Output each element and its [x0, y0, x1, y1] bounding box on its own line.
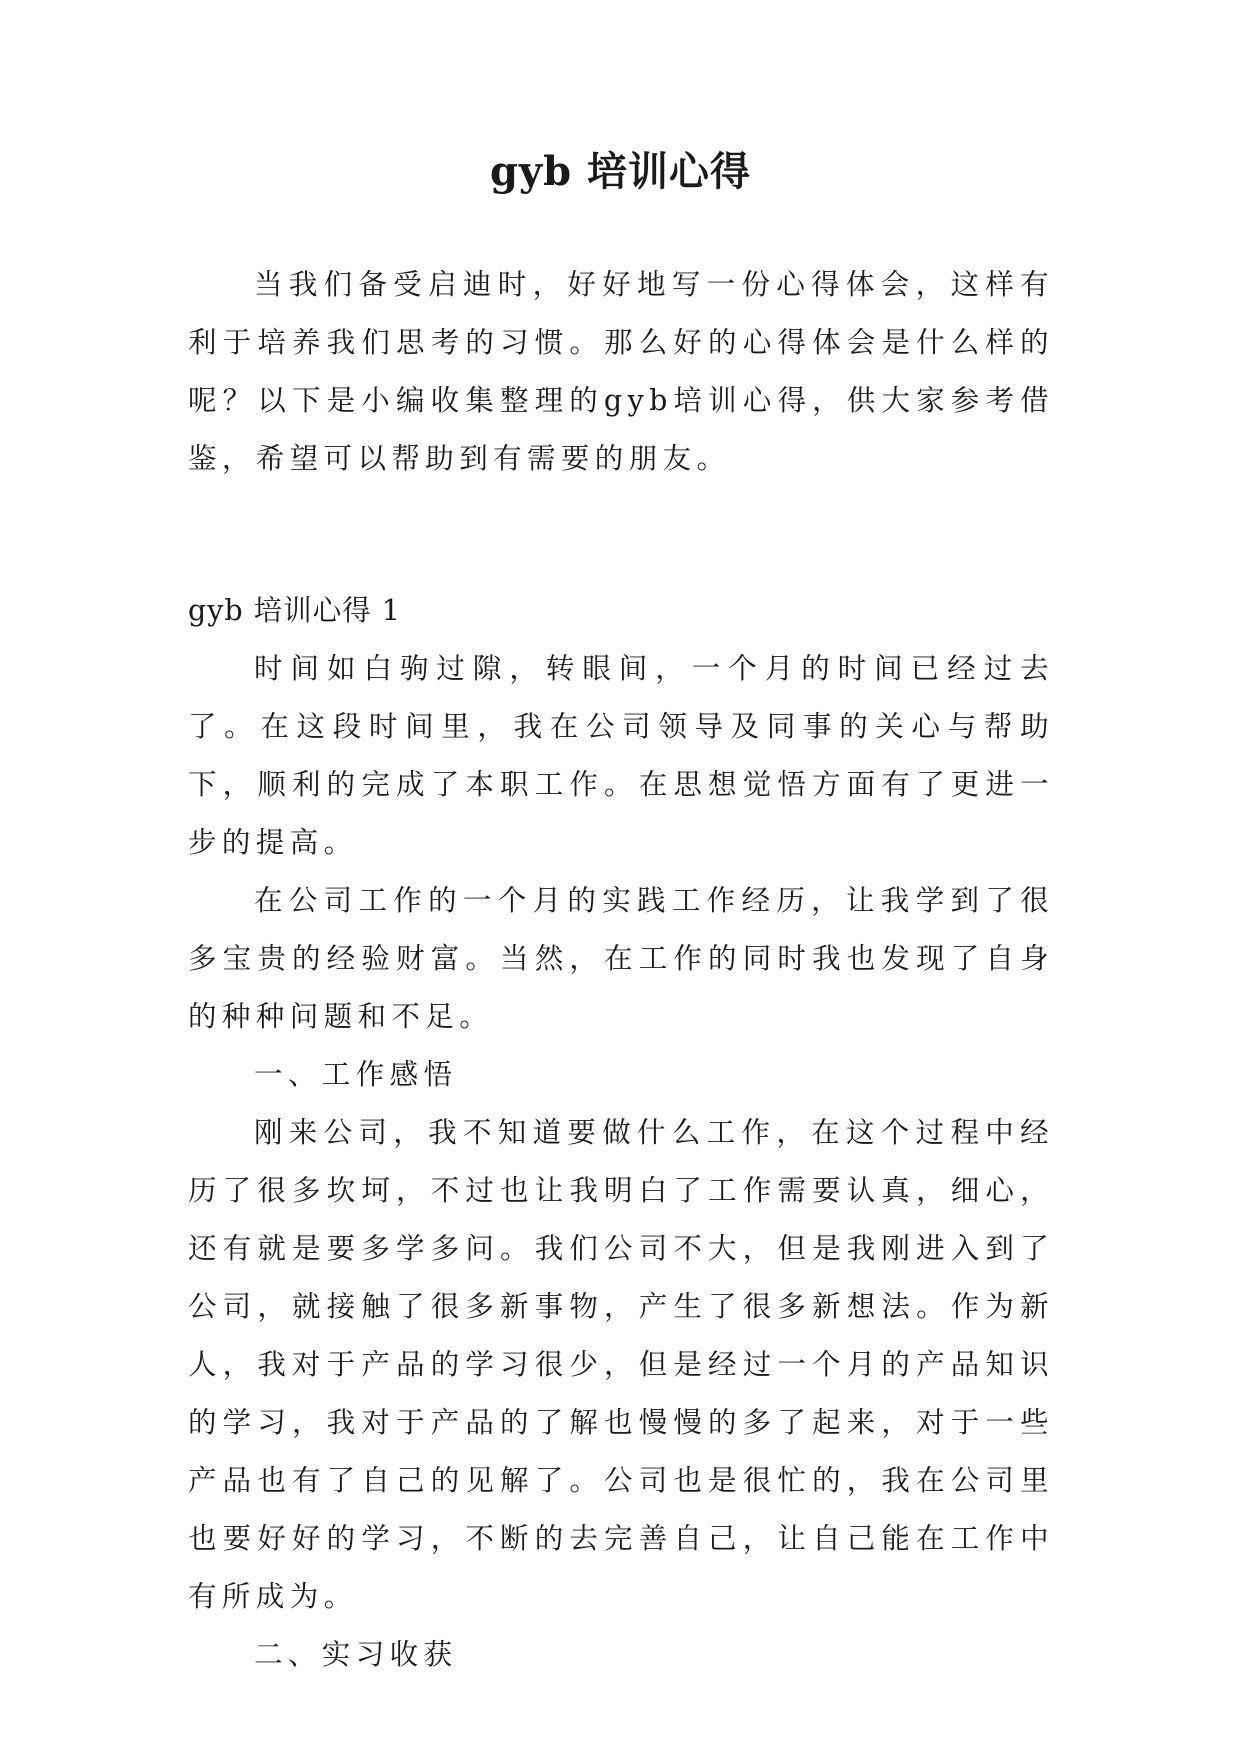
subheading: 二、实习收获: [254, 1638, 458, 1671]
main-block: [188, 582, 1054, 1684]
document-title: gyb 培训心得: [489, 148, 752, 195]
intro-paragraph: 当我们备受启迪时，好好地写一份心得体会，这样有利于培养我们思考的习惯。那么好的心得体会是什么样的呢？以下是小编收集整理的gyb培训心得，供大家参考借鉴，希望可以帮助到有需要的朋友。: [188, 268, 1054, 475]
paragraph: 刚来公司，我不知道要做什么工作，在这个过程中经历了很多坎坷，不过也让我明白了工作需要认真，细心，还有就是要多学多问。我们公司不大，但是我刚进入到了公司，就接触了很多新事物，产生了很多新想法。作为新人，我对于产品的学习很少，但是经过一个月的产品知识的学习，我对于产品的了解也慢慢的多了起来，对于一些产品也有了自己的见解了。公司也是很忙的，我在公司里也要好好的学习，不断的去完善自己，让自己能在工作中有所成为。: [188, 1116, 1054, 1613]
paragraph: 在公司工作的一个月的实践工作经历，让我学到了很多宝贵的经验财富。当然，在工作的同时我也发现了自身的种种问题和不足。: [188, 884, 1054, 1033]
paragraph: 时间如白驹过隙，转眼间，一个月的时间已经过去了。在这段时间里，我在公司领导及同事的关心与帮助下，顺利的完成了本职工作。在思想觉悟方面有了更进一步的提高。: [188, 652, 1054, 859]
section-heading: gyb 培训心得 1: [188, 594, 401, 627]
subheading: 一、工作感悟: [254, 1058, 458, 1091]
intro-block: [188, 256, 1054, 488]
